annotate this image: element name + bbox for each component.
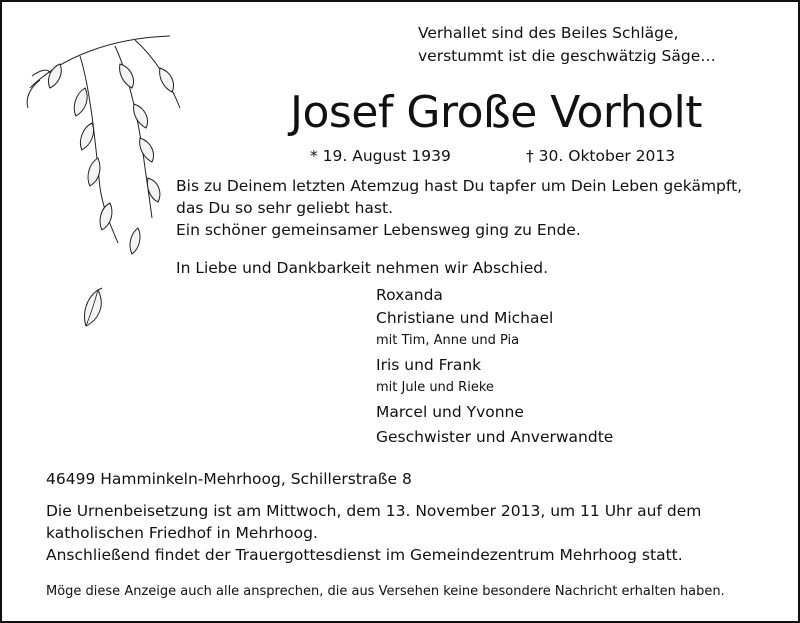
mourner-name: Marcel und Yvonne xyxy=(376,403,524,421)
verse-line-1: Verhallet sind des Beiles Schläge, xyxy=(418,24,679,42)
verse-line-2: verstummt ist die geschwätzig Säge… xyxy=(418,47,716,65)
deceased-name: Josef Große Vorholt xyxy=(290,87,702,138)
tribute-line-1: Bis zu Deinem letzten Atemzug hast Du tapfer um Dein Leben gekämpft, xyxy=(176,177,743,195)
address-line: 46499 Hamminkeln-Mehrhoog, Schillerstraße 8 xyxy=(46,470,412,488)
mourner-name: Iris und Frank xyxy=(376,356,482,374)
ceremony-line-2: katholischen Friedhof in Mehrhoog. xyxy=(46,524,318,542)
mourner-name: Christiane und Michael xyxy=(376,309,554,327)
footnote-text: Möge diese Anzeige auch alle ansprechen, die aus Versehen keine besondere Nachricht erhalten haben. xyxy=(46,584,725,599)
tribute-line-3: Ein schöner gemeinsamer Lebensweg ging zu Ende. xyxy=(176,221,581,239)
farewell-text: In Liebe und Dankbarkeit nehmen wir Abschied. xyxy=(176,259,549,277)
mourner-children: mit Tim, Anne und Pia xyxy=(376,333,520,348)
ceremony-line-1: Die Urnenbeisetzung ist am Mittwoch, dem 13. November 2013, um 11 Uhr auf dem xyxy=(46,502,702,520)
mourner-name: Geschwister und Anverwandte xyxy=(376,428,614,446)
death-date: † 30. Oktober 2013 xyxy=(526,147,676,165)
mourner-name: Roxanda xyxy=(376,286,443,304)
falling-leaf-illustration xyxy=(76,286,116,336)
tribute-line-2: das Du so sehr geliebt hast. xyxy=(176,199,394,217)
birth-date: * 19. August 1939 xyxy=(310,147,451,165)
ceremony-line-3: Anschließend findet der Trauergottesdienst im Gemeindezentrum Mehrhoog statt. xyxy=(46,546,683,564)
birch-branch-illustration xyxy=(20,28,200,288)
mourner-children: mit Jule und Rieke xyxy=(376,380,494,395)
